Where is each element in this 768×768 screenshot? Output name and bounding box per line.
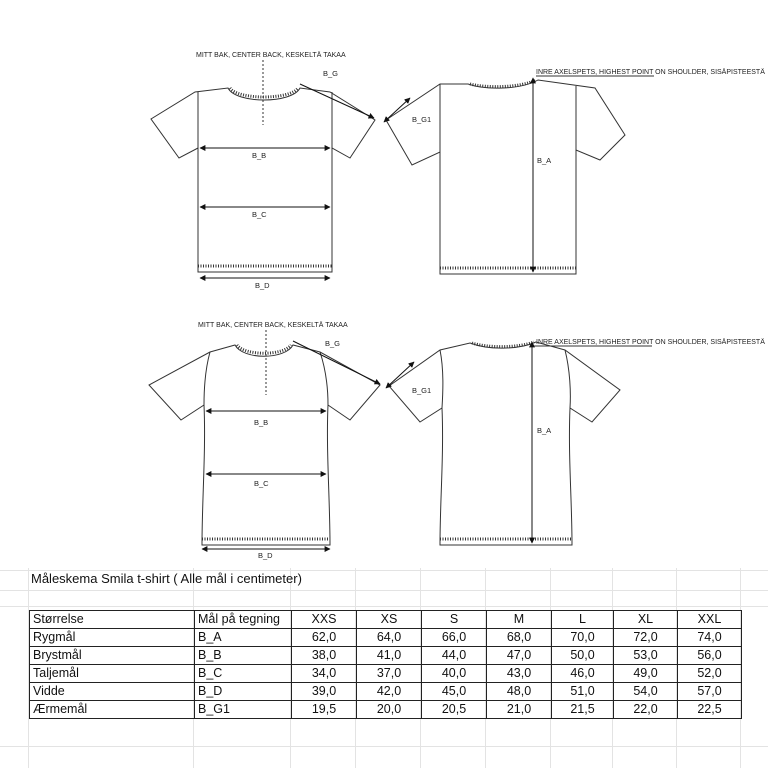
value-cell[interactable]: 20,5 <box>422 701 487 719</box>
men-bg-arrow <box>300 84 374 118</box>
table-row <box>30 647 742 665</box>
row-code-cell[interactable]: B_C <box>195 665 292 683</box>
value-cell[interactable]: 54,0 <box>614 683 678 701</box>
value-cell[interactable]: 43,0 <box>487 665 552 683</box>
women-bg1-label: B_G1 <box>412 386 432 395</box>
women-shoulder-label: INRE AXELSPETS, HIGHEST POINT ON SHOULDER, SISÄPISTEESTÄ <box>536 339 765 346</box>
value-cell[interactable]: 62,0 <box>292 629 357 647</box>
header-cell[interactable]: L <box>552 611 614 629</box>
value-cell[interactable]: 48,0 <box>487 683 552 701</box>
value-cell[interactable]: 46,0 <box>552 665 614 683</box>
value-cell[interactable]: 51,0 <box>552 683 614 701</box>
row-code-cell[interactable]: B_A <box>195 629 292 647</box>
value-cell[interactable]: 21,5 <box>552 701 614 719</box>
header-cell[interactable]: S <box>422 611 487 629</box>
men-bb-label: B_B <box>252 151 267 160</box>
value-cell[interactable]: 19,5 <box>292 701 357 719</box>
women-front-tshirt <box>149 345 380 545</box>
value-cell[interactable]: 49,0 <box>614 665 678 683</box>
value-cell[interactable]: 34,0 <box>292 665 357 683</box>
value-cell[interactable]: 56,0 <box>678 647 742 665</box>
table-row <box>30 629 742 647</box>
value-cell[interactable]: 57,0 <box>678 683 742 701</box>
value-cell[interactable]: 68,0 <box>487 629 552 647</box>
men-back-tshirt <box>386 80 625 274</box>
women-center-back-label: MITT BAK, CENTER BACK, KESKELTÄ TAKAA <box>198 322 348 329</box>
row-name-cell[interactable]: Taljemål <box>30 665 195 683</box>
value-cell[interactable]: 74,0 <box>678 629 742 647</box>
women-bc-label: B_C <box>254 479 269 488</box>
women-bg-label: B_G <box>325 339 341 348</box>
row-code-cell[interactable]: B_D <box>195 683 292 701</box>
men-bd-label: B_D <box>255 281 270 290</box>
women-ba-label: B_A <box>537 426 552 435</box>
value-cell[interactable]: 20,0 <box>357 701 422 719</box>
value-cell[interactable]: 72,0 <box>614 629 678 647</box>
header-cell[interactable]: XXL <box>678 611 742 629</box>
value-cell[interactable]: 42,0 <box>357 683 422 701</box>
value-cell[interactable]: 52,0 <box>678 665 742 683</box>
men-bg1-label: B_G1 <box>412 115 432 124</box>
women-bb-label: B_B <box>254 418 269 427</box>
men-bg1-arrow <box>384 98 410 122</box>
row-code-cell[interactable]: B_B <box>195 647 292 665</box>
value-cell[interactable]: 50,0 <box>552 647 614 665</box>
value-cell[interactable]: 38,0 <box>292 647 357 665</box>
table-row <box>30 665 742 683</box>
value-cell[interactable]: 22,5 <box>678 701 742 719</box>
table-row <box>30 683 742 701</box>
value-cell[interactable]: 21,0 <box>487 701 552 719</box>
men-center-back-label: MITT BAK, CENTER BACK, KESKELTÄ TAKAA <box>196 52 346 59</box>
value-cell[interactable]: 40,0 <box>422 665 487 683</box>
value-cell[interactable]: 53,0 <box>614 647 678 665</box>
row-name-cell[interactable]: Rygmål <box>30 629 195 647</box>
value-cell[interactable]: 22,0 <box>614 701 678 719</box>
header-cell[interactable]: M <box>487 611 552 629</box>
sheet-title[interactable]: Måleskema Smila t-shirt ( Alle mål i centimeter) <box>31 571 302 586</box>
row-code-cell[interactable]: B_G1 <box>195 701 292 719</box>
header-cell[interactable]: XXS <box>292 611 357 629</box>
men-bc-label: B_C <box>252 210 267 219</box>
men-front-tshirt <box>151 88 375 272</box>
value-cell[interactable]: 66,0 <box>422 629 487 647</box>
men-bg-label: B_G <box>323 69 339 78</box>
row-name-cell[interactable]: Brystmål <box>30 647 195 665</box>
row-name-cell[interactable]: Vidde <box>30 683 195 701</box>
men-shoulder-label: INRE AXELSPETS, HIGHEST POINT ON SHOULDER, SISÄPISTEESTÄ <box>536 69 765 76</box>
header-cell[interactable]: XS <box>357 611 422 629</box>
value-cell[interactable]: 45,0 <box>422 683 487 701</box>
header-cell[interactable]: Mål på tegning <box>195 611 292 629</box>
value-cell[interactable]: 37,0 <box>357 665 422 683</box>
row-name-cell[interactable]: Ærmemål <box>30 701 195 719</box>
women-bd-label: B_D <box>258 551 273 560</box>
value-cell[interactable]: 44,0 <box>422 647 487 665</box>
size-chart-table <box>29 610 742 719</box>
value-cell[interactable]: 41,0 <box>357 647 422 665</box>
table-row <box>30 701 742 719</box>
header-cell[interactable]: XL <box>614 611 678 629</box>
women-back-tshirt <box>389 342 620 545</box>
men-ba-label: B_A <box>537 156 552 165</box>
value-cell[interactable]: 70,0 <box>552 629 614 647</box>
table-header-row <box>30 611 742 629</box>
value-cell[interactable]: 47,0 <box>487 647 552 665</box>
women-bg1-arrow <box>386 362 414 388</box>
value-cell[interactable]: 39,0 <box>292 683 357 701</box>
value-cell[interactable]: 64,0 <box>357 629 422 647</box>
header-cell[interactable]: Størrelse <box>30 611 195 629</box>
